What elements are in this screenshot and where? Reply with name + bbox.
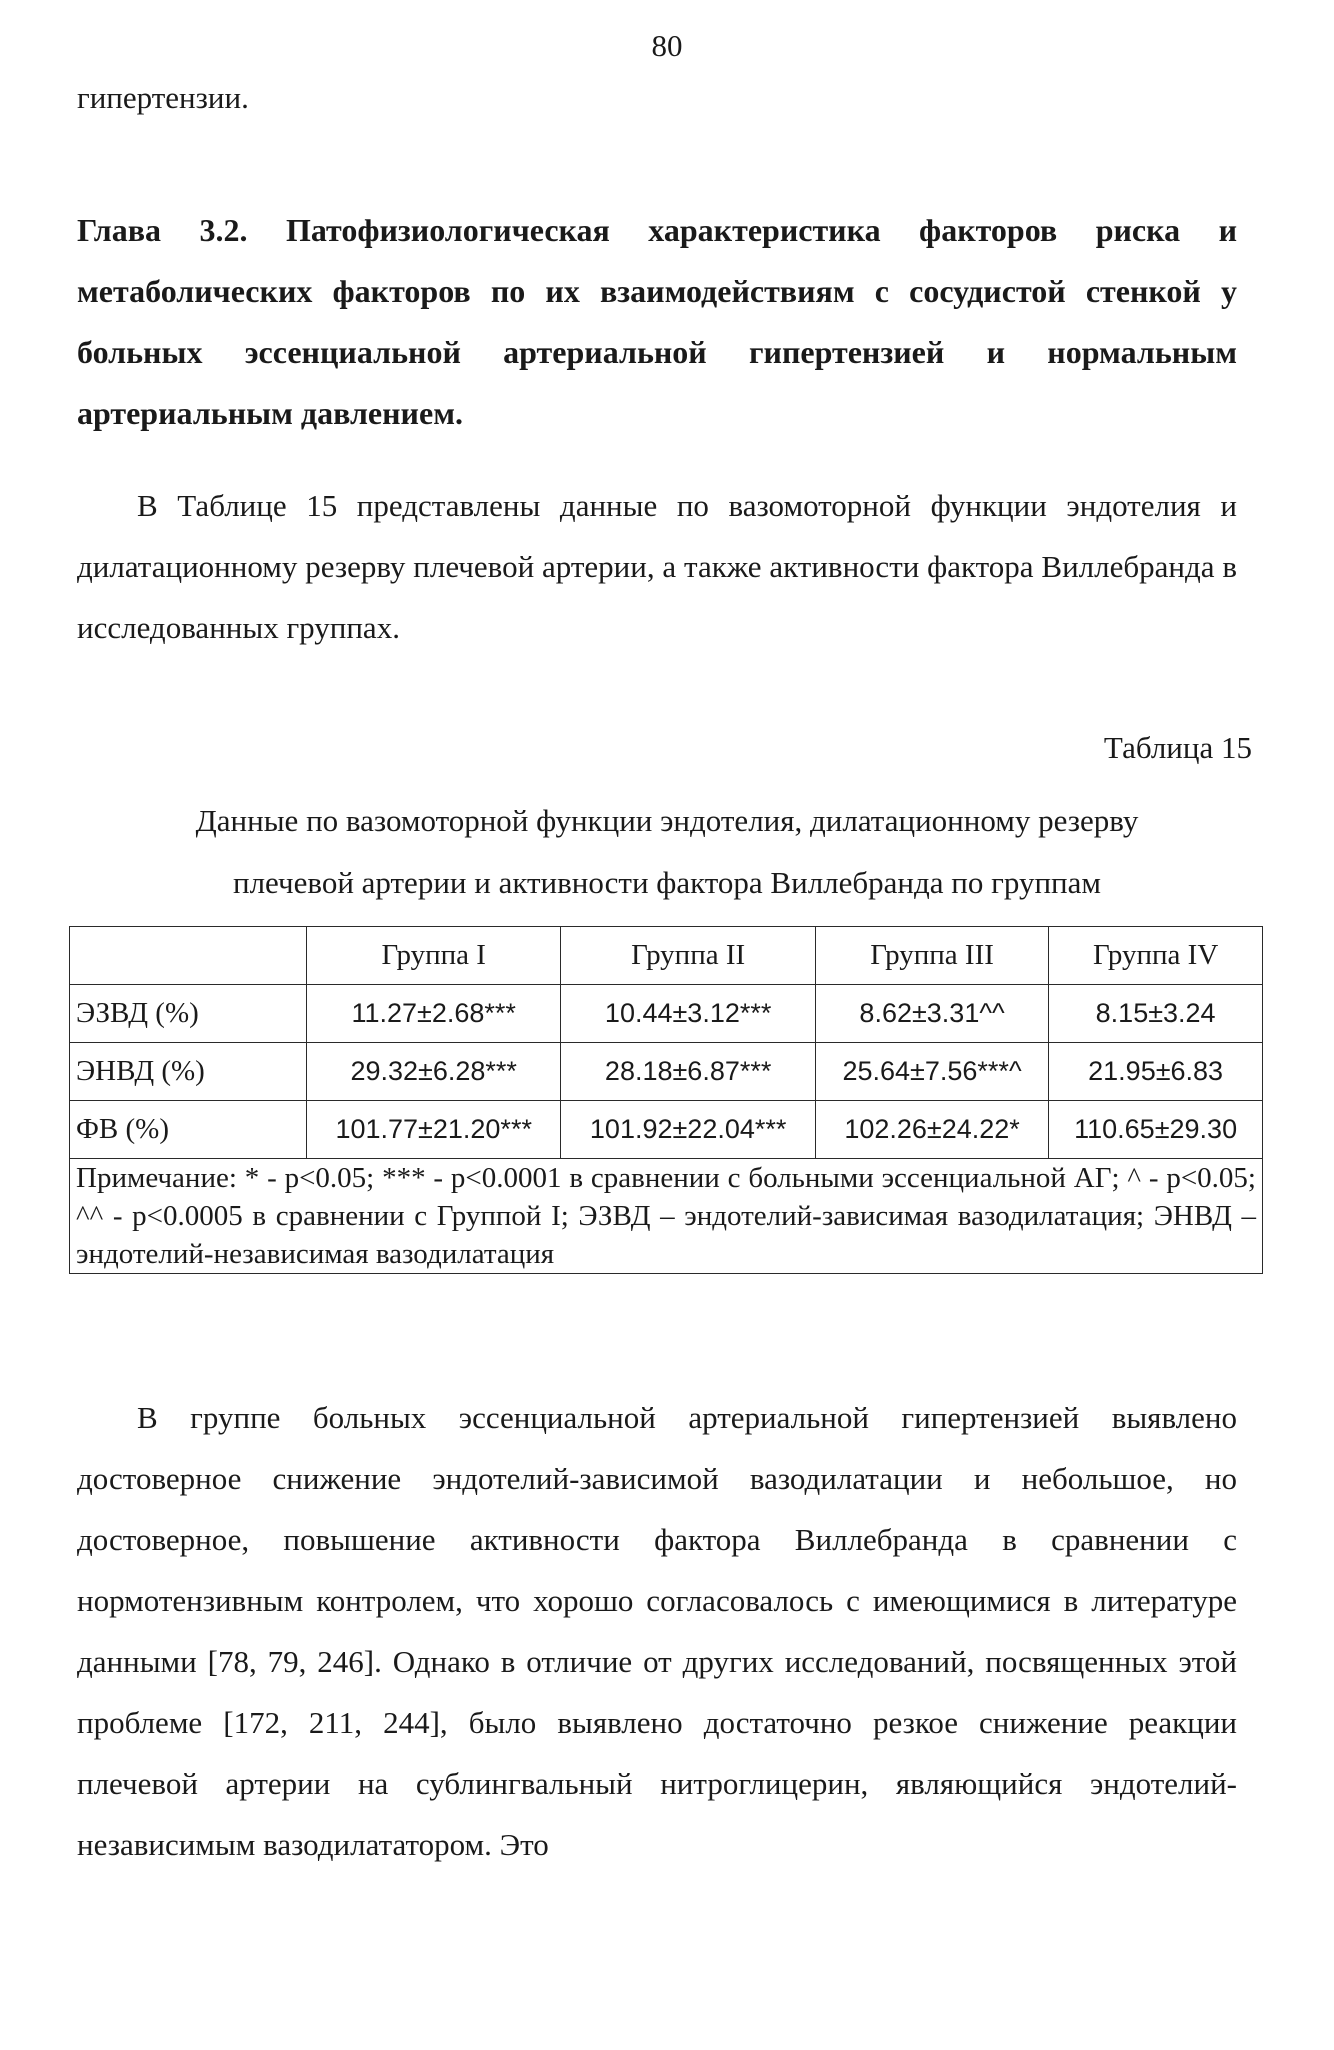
- table-note-row: [70, 1159, 1263, 1274]
- table-caption-line: Данные по вазомоторной функции эндотелия, дилатационному резерву: [195, 803, 1139, 838]
- table-cell: 8.62±3.31^^: [815, 985, 1048, 1043]
- table-corner-cell: [70, 927, 307, 985]
- carryover-text: гипертензии.: [77, 80, 249, 115]
- column-header: Группа III: [815, 927, 1048, 985]
- table-caption-line: плечевой артерии и активности фактора Виллебранда по группам: [233, 865, 1101, 900]
- table-cell: 101.77±21.20***: [307, 1101, 561, 1159]
- table-cell: 8.15±3.24: [1049, 985, 1263, 1043]
- row-header: ЭЗВД (%): [70, 985, 307, 1043]
- data-table: [69, 926, 1263, 1274]
- table-header-row: [70, 927, 1263, 985]
- table-cell: 11.27±2.68***: [307, 985, 561, 1043]
- table-cell: 21.95±6.83: [1049, 1043, 1263, 1101]
- table-caption: [77, 790, 1257, 914]
- table-cell: 28.18±6.87***: [561, 1043, 815, 1101]
- table-cell: 110.65±29.30: [1049, 1101, 1263, 1159]
- table-cell: 102.26±24.22*: [815, 1101, 1048, 1159]
- table-row: [70, 1043, 1263, 1101]
- main-paragraph: В группе больных эссенциальной артериальной гипертензией выявлено достоверное снижение эндотелий-зависимой вазодилатации и небольшое, но достоверное, повышение активности фактора Виллебранда в сравнении с нормотензивным контролем, что хорошо согласовалось с имеющимися в литературе данными [78, 79, 246]. Однако в отличие от других исследований, посвященных этой проблеме [172, 211, 244], было выявлено достаточно резкое снижение реакции плечевой артерии на сублингвальный нитроглицерин, являющийся эндотелий-независимым вазодилататором. Это: [77, 1400, 1237, 1862]
- column-header: Группа IV: [1049, 927, 1263, 985]
- table-note: Примечание: * - p<0.05; *** - p<0.0001 в сравнении с больными эссенциальной АГ; ^ - p<0.05; ^^ - p<0.0005 в сравнении с Группой I; ЭЗВД – эндотелий-зависимая вазодилатация; ЭНВД – эндотелий-независимая вазодилатация: [70, 1159, 1263, 1274]
- table-cell: 25.64±7.56***^: [815, 1043, 1048, 1101]
- table-row: [70, 985, 1263, 1043]
- table-label: Таблица 15: [1103, 730, 1252, 765]
- table-cell: 29.32±6.28***: [307, 1043, 561, 1101]
- table-row: [70, 1101, 1263, 1159]
- column-header: Группа I: [307, 927, 561, 985]
- section-heading: Глава 3.2. Патофизиологическая характеристика факторов риска и метаболических факторов по их взаимодействиям с сосудистой стенкой у больных эссенциальной артериальной гипертензией и нормальным артериальным давлением.: [77, 212, 1237, 431]
- column-header: Группа II: [561, 927, 815, 985]
- page-number: 80: [651, 28, 683, 63]
- row-header: ФВ (%): [70, 1101, 307, 1159]
- row-header: ЭНВД (%): [70, 1043, 307, 1101]
- table-cell: 10.44±3.12***: [561, 985, 815, 1043]
- table-cell: 101.92±22.04***: [561, 1101, 815, 1159]
- intro-paragraph: В Таблице 15 представлены данные по вазомоторной функции эндотелия и дилатационному резерву плечевой артерии, а также активности фактора Виллебранда в исследованных группах.: [77, 488, 1237, 645]
